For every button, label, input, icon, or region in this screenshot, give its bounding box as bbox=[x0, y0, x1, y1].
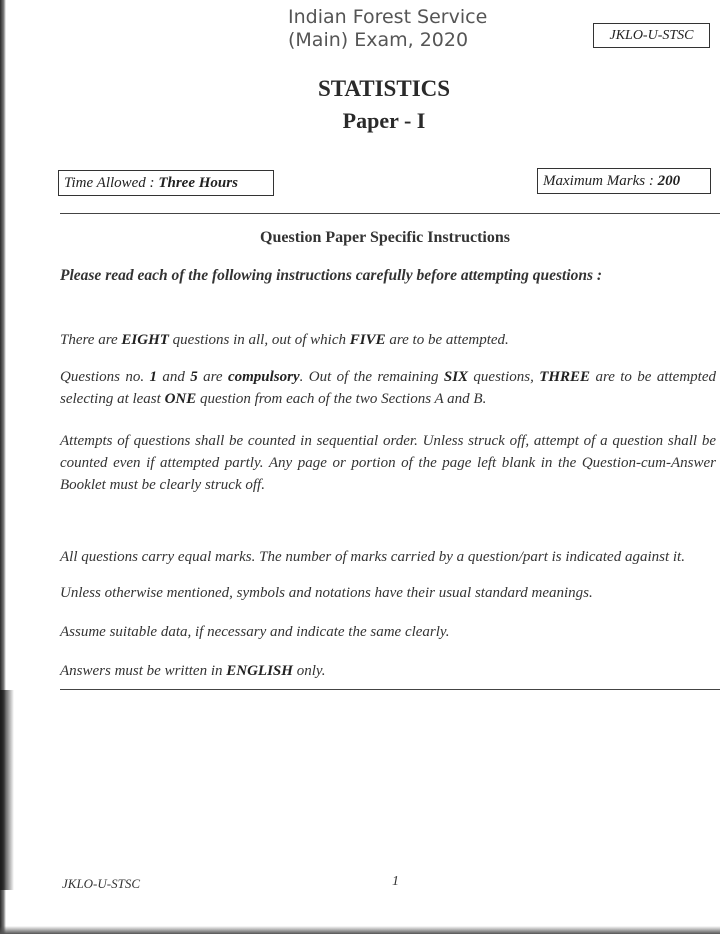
scan-bottom-edge bbox=[0, 926, 720, 934]
subject-title: STATISTICS bbox=[317, 76, 451, 101]
divider-bottom bbox=[60, 689, 720, 690]
marks-label: Maximum Marks : bbox=[543, 173, 658, 189]
paper-code-box: JKLO-U-STSC bbox=[593, 23, 710, 48]
instructions-heading: Question Paper Specific Instructions bbox=[260, 229, 510, 246]
instruction-compulsory: Questions no. 1 and 5 are compulsory. Out of the remaining SIX questions, THREE are to be attempted selecting at least ONE question from each of the two Sections A and B. bbox=[60, 369, 716, 407]
time-allowed-box bbox=[58, 170, 274, 196]
instruction-notations: Unless otherwise mentioned, symbols and notations have their usual standard meanings. bbox=[60, 585, 593, 601]
time-label: Time Allowed : bbox=[64, 175, 159, 191]
divider-top bbox=[60, 213, 720, 214]
instruction-equal-marks: All questions carry equal marks. The number of marks carried by a question/part is indicated against it. bbox=[60, 549, 685, 565]
exam-year: (Main) Exam, 2020 bbox=[288, 29, 469, 51]
instruction-assume-data: Assume suitable data, if necessary and indicate the same clearly. bbox=[60, 624, 450, 640]
instructions-lead: Please read each of the following instructions carefully before attempting questions : bbox=[60, 267, 603, 284]
instruction-question-count: There are EIGHT questions in all, out of which FIVE are to be attempted. bbox=[60, 332, 509, 348]
scan-smudge bbox=[0, 690, 14, 890]
exam-name: Indian Forest Service bbox=[288, 6, 488, 28]
footer-paper-code: JKLO-U-STSC bbox=[62, 876, 141, 891]
instruction-sequential-order: Attempts of questions shall be counted in sequential order. Unless struck off, attempt of a question shall be counted even if attempted partly. Any page or portion of the page left blank in the Question-cum-Answer Booklet must be clearly struck off. bbox=[60, 433, 716, 493]
instruction-language: Answers must be written in ENGLISH only. bbox=[60, 663, 326, 679]
exam-header bbox=[288, 6, 488, 52]
page-number: 1 bbox=[392, 874, 399, 889]
maximum-marks-box bbox=[537, 168, 711, 194]
time-value: Three Hours bbox=[158, 175, 238, 191]
paper-title: Paper - I bbox=[342, 108, 426, 133]
marks-value: 200 bbox=[657, 173, 681, 189]
